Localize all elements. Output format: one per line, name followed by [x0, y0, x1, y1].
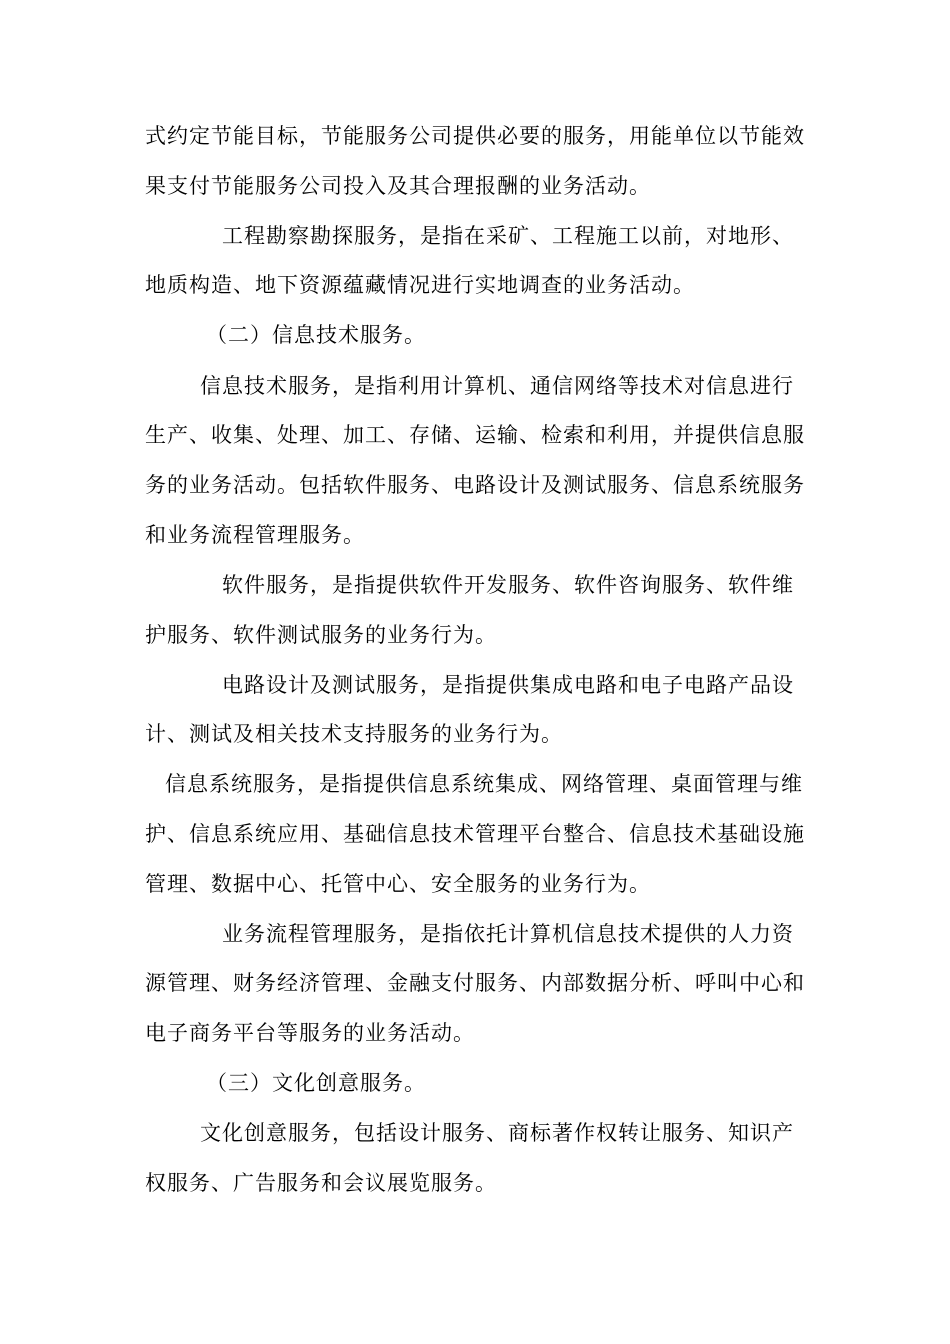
text-line: 计、测试及相关技术支持服务的业务行为。 — [145, 722, 563, 746]
text-line: 电路设计及测试服务，是指提供集成电路和电子电路产品设 — [222, 673, 794, 697]
text-line: 护服务、软件测试服务的业务行为。 — [145, 623, 497, 647]
text-line: 和业务流程管理服务。 — [145, 523, 365, 547]
text-line: 式约定节能目标，节能服务公司提供必要的服务，用能单位以节能效 — [145, 124, 805, 148]
text-line: 地质构造、地下资源蕴藏情况进行实地调查的业务活动。 — [145, 273, 695, 297]
text-line: 果支付节能服务公司投入及其合理报酬的业务活动。 — [145, 174, 651, 198]
section-heading: （三）文化创意服务。 — [206, 1071, 426, 1095]
text-line: 源管理、财务经济管理、金融支付服务、内部数据分析、呼叫中心和 — [145, 971, 805, 995]
text-line: 生产、收集、处理、加工、存储、运输、检索和利用，并提供信息服 — [145, 423, 805, 447]
text-line: 软件服务，是指提供软件开发服务、软件咨询服务、软件维 — [222, 573, 794, 597]
text-line: 管理、数据中心、托管中心、安全服务的业务行为。 — [145, 872, 651, 896]
section-heading: （二）信息技术服务。 — [206, 323, 426, 347]
text-line: 电子商务平台等服务的业务活动。 — [145, 1021, 475, 1045]
text-line: 工程勘察勘探服务，是指在采矿、工程施工以前，对地形、 — [222, 224, 794, 248]
text-line: 务的业务活动。包括软件服务、电路设计及测试服务、信息系统服务 — [145, 473, 805, 497]
text-line: 文化创意服务，包括设计服务、商标著作权转让服务、知识产 — [200, 1121, 794, 1145]
text-line: 护、信息系统应用、基础信息技术管理平台整合、信息技术基础设施 — [145, 822, 805, 846]
text-line: 信息技术服务，是指利用计算机、通信网络等技术对信息进行 — [200, 374, 794, 398]
text-line: 业务流程管理服务，是指依托计算机信息技术提供的人力资 — [222, 922, 794, 946]
text-line: 权服务、广告服务和会议展览服务。 — [145, 1171, 497, 1195]
text-line: 信息系统服务，是指提供信息系统集成、网络管理、桌面管理与维 — [165, 772, 803, 796]
